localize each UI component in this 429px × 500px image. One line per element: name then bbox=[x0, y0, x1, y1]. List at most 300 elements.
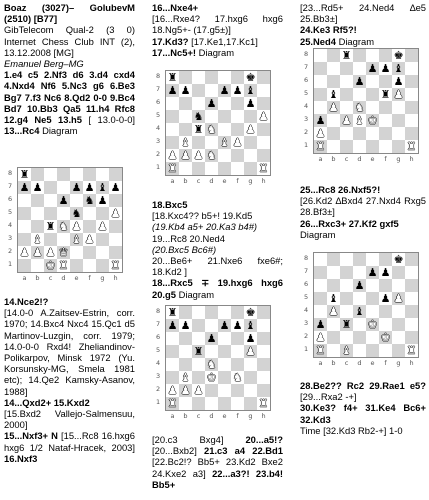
board-square bbox=[18, 207, 31, 220]
board-square bbox=[392, 318, 405, 331]
board-square bbox=[392, 140, 405, 153]
white-piece-icon: ♟ bbox=[393, 292, 404, 305]
board-square bbox=[192, 397, 205, 410]
diagram-label: Diagram bbox=[338, 35, 375, 47]
board-square bbox=[166, 97, 179, 110]
file-label: g bbox=[248, 412, 253, 420]
black-piece-icon: ♝ bbox=[393, 62, 404, 75]
rank-label: 2 bbox=[156, 150, 161, 158]
board-square bbox=[366, 292, 379, 305]
board-square bbox=[327, 331, 340, 344]
board-square bbox=[205, 71, 218, 84]
rank-label: 5 bbox=[156, 111, 161, 119]
file-labels bbox=[314, 358, 418, 369]
annotation-block bbox=[152, 199, 283, 300]
black-piece-icon: ♝ bbox=[354, 305, 365, 318]
board-square bbox=[205, 306, 218, 319]
file-label: h bbox=[409, 155, 414, 163]
white-piece-icon: ♟ bbox=[97, 220, 108, 233]
board-square bbox=[353, 62, 366, 75]
rank-label: 3 bbox=[156, 372, 161, 380]
black-piece-icon: ♝ bbox=[328, 292, 339, 305]
move-text: 14.Nce2!? bbox=[4, 296, 49, 307]
board-square bbox=[340, 88, 353, 101]
board-square bbox=[218, 371, 231, 384]
board-square bbox=[366, 88, 379, 101]
rank-label: 4 bbox=[304, 102, 309, 110]
rank-label: 2 bbox=[304, 332, 309, 340]
file-label: f bbox=[88, 274, 91, 282]
white-piece-icon: ♜ bbox=[406, 140, 417, 153]
file-labels bbox=[18, 273, 122, 284]
board-square bbox=[179, 332, 192, 345]
game-annotator: Emanuel Berg–MG bbox=[4, 58, 84, 70]
board-square bbox=[244, 384, 257, 397]
board-square bbox=[314, 62, 327, 75]
rank-label: 8 bbox=[304, 254, 309, 262]
board-square bbox=[340, 62, 353, 75]
board-square bbox=[353, 253, 366, 266]
board-square bbox=[353, 49, 366, 62]
white-piece-icon: ♞ bbox=[206, 358, 217, 371]
board-square bbox=[244, 397, 257, 410]
board-square bbox=[83, 168, 96, 181]
board-square bbox=[314, 75, 327, 88]
board-square bbox=[192, 371, 205, 384]
rank-label: 4 bbox=[8, 221, 13, 229]
file-label: a bbox=[170, 412, 175, 420]
board-square bbox=[379, 279, 392, 292]
move-text: 13...Rc4 bbox=[4, 125, 40, 137]
board-square bbox=[218, 384, 231, 397]
board-square bbox=[379, 127, 392, 140]
board-square bbox=[379, 49, 392, 62]
board-square bbox=[405, 49, 418, 62]
board-square bbox=[231, 110, 244, 123]
board-square bbox=[244, 149, 257, 162]
board-square bbox=[353, 88, 366, 101]
board-square bbox=[218, 332, 231, 345]
black-piece-icon: ♟ bbox=[367, 62, 378, 75]
black-piece-icon: ♟ bbox=[167, 319, 178, 332]
board-square bbox=[257, 332, 270, 345]
board-square bbox=[257, 123, 270, 136]
game-event: GibTelecom Qual-2 (3 0) Internet Chess Club INT (2), 13.12.2008 [MG] bbox=[4, 24, 135, 58]
file-label: a bbox=[22, 274, 27, 282]
black-piece-icon: ♚ bbox=[393, 253, 404, 266]
file-label: f bbox=[384, 155, 387, 163]
move-text: 18...Rxc5 ∓ 19.hxg6 hxg6 20.g5 bbox=[152, 277, 283, 300]
board-square bbox=[57, 233, 70, 246]
board-square bbox=[83, 207, 96, 220]
board-square bbox=[44, 207, 57, 220]
black-piece-icon: ♚ bbox=[245, 71, 256, 84]
board-square bbox=[405, 101, 418, 114]
annotation-block bbox=[152, 434, 283, 490]
white-piece-icon: ♚ bbox=[45, 259, 56, 272]
board-square bbox=[166, 123, 179, 136]
board-square bbox=[244, 136, 257, 149]
rank-label: 3 bbox=[304, 319, 309, 327]
rank-label: 2 bbox=[156, 385, 161, 393]
board-square bbox=[179, 306, 192, 319]
board-square bbox=[166, 358, 179, 371]
rank-label: 7 bbox=[304, 267, 309, 275]
file-label: e bbox=[74, 274, 79, 282]
board-square bbox=[192, 97, 205, 110]
game-players: Boaz (3027)– GolubevM (2510) [B77] bbox=[4, 2, 135, 25]
board-square bbox=[366, 127, 379, 140]
rank-label: 3 bbox=[8, 234, 13, 242]
board-square bbox=[31, 168, 44, 181]
variation: 20...Be6+ 21.Nxe6 fxe6#; 18.Kd2 ] bbox=[152, 255, 283, 278]
rank-label: 1 bbox=[304, 141, 309, 149]
black-piece-icon: ♟ bbox=[245, 332, 256, 345]
white-piece-icon: ♟ bbox=[167, 149, 178, 162]
annotation-block bbox=[300, 184, 426, 240]
rank-label: 6 bbox=[156, 98, 161, 106]
board-square bbox=[405, 292, 418, 305]
board-square bbox=[109, 220, 122, 233]
black-piece-icon: ♝ bbox=[97, 181, 108, 194]
board-square bbox=[57, 168, 70, 181]
board-square bbox=[340, 101, 353, 114]
variation: [20...Bxb2] bbox=[152, 445, 197, 457]
board-square bbox=[205, 84, 218, 97]
board-square bbox=[366, 344, 379, 357]
black-piece-icon: ♟ bbox=[180, 319, 191, 332]
black-piece-icon: ♟ bbox=[71, 181, 82, 194]
file-label: d bbox=[357, 155, 362, 163]
board-square bbox=[218, 162, 231, 175]
black-piece-icon: ♟ bbox=[180, 84, 191, 97]
board-square bbox=[405, 318, 418, 331]
board-square bbox=[166, 371, 179, 384]
board-square bbox=[70, 168, 83, 181]
board-square bbox=[192, 332, 205, 345]
rank-label: 8 bbox=[8, 169, 13, 177]
file-label: c bbox=[48, 274, 53, 282]
rank-label: 5 bbox=[8, 208, 13, 216]
board-square bbox=[327, 114, 340, 127]
black-piece-icon: ♜ bbox=[167, 306, 178, 319]
diagram-label: Diagram bbox=[198, 46, 235, 58]
white-piece-icon: ♟ bbox=[167, 384, 178, 397]
board-square bbox=[327, 253, 340, 266]
chess-board bbox=[313, 48, 419, 154]
white-piece-icon: ♝ bbox=[180, 136, 191, 149]
black-piece-icon: ♟ bbox=[219, 84, 230, 97]
board-square bbox=[405, 88, 418, 101]
board-square bbox=[231, 384, 244, 397]
file-label: c bbox=[196, 177, 201, 185]
board-square bbox=[205, 345, 218, 358]
white-piece-icon: ♞ bbox=[206, 149, 217, 162]
black-piece-icon: ♚ bbox=[393, 49, 404, 62]
board-square bbox=[166, 136, 179, 149]
board-square bbox=[314, 253, 327, 266]
move-text: 17...Nc5+! bbox=[152, 46, 197, 58]
rank-label: 1 bbox=[8, 260, 13, 268]
board-square bbox=[392, 279, 405, 292]
board-square bbox=[353, 127, 366, 140]
file-label: g bbox=[396, 359, 401, 367]
white-piece-icon: ♟ bbox=[315, 331, 326, 344]
rank-label: 7 bbox=[156, 85, 161, 93]
board-square bbox=[340, 140, 353, 153]
board-square bbox=[314, 101, 327, 114]
file-label: h bbox=[261, 412, 266, 420]
white-piece-icon: ♟ bbox=[84, 233, 95, 246]
white-piece-icon: ♜ bbox=[110, 259, 121, 272]
chess-board bbox=[165, 70, 271, 176]
white-piece-icon: ♜ bbox=[315, 344, 326, 357]
board-square bbox=[327, 279, 340, 292]
board-square bbox=[83, 220, 96, 233]
board-square bbox=[179, 345, 192, 358]
black-piece-icon: ♟ bbox=[315, 318, 326, 331]
variation: [23...Rd5+ 24.Ned4 ∆e5 25.Bb3±] bbox=[300, 2, 426, 25]
white-piece-icon: ♟ bbox=[71, 220, 82, 233]
rank-labels bbox=[304, 48, 311, 152]
file-label: g bbox=[396, 155, 401, 163]
white-piece-icon: ♜ bbox=[315, 140, 326, 153]
black-piece-icon: ♟ bbox=[219, 319, 230, 332]
variation: [29...Rxa2 -+] bbox=[300, 391, 357, 403]
board-square bbox=[70, 246, 83, 259]
rank-label: 8 bbox=[156, 307, 161, 315]
board-square bbox=[179, 97, 192, 110]
board-square bbox=[314, 266, 327, 279]
board-square bbox=[96, 259, 109, 272]
black-piece-icon: ♜ bbox=[193, 123, 204, 136]
white-piece-icon: ♜ bbox=[258, 397, 269, 410]
board-square bbox=[231, 345, 244, 358]
white-piece-icon: ♜ bbox=[406, 344, 417, 357]
board-square bbox=[327, 344, 340, 357]
file-labels bbox=[166, 411, 270, 422]
board-square bbox=[31, 220, 44, 233]
white-piece-icon: ♞ bbox=[206, 123, 217, 136]
white-piece-icon: ♞ bbox=[58, 220, 69, 233]
variation: (19.Kb4 a5+ 20.Ka3 b4#) bbox=[152, 221, 258, 233]
rank-label: 6 bbox=[304, 280, 309, 288]
black-piece-icon: ♟ bbox=[315, 114, 326, 127]
white-piece-icon: ♝ bbox=[32, 233, 43, 246]
move-text: 17.Kd3? bbox=[152, 35, 189, 47]
file-label: b bbox=[331, 359, 336, 367]
black-piece-icon: ♟ bbox=[32, 181, 43, 194]
board-square bbox=[244, 358, 257, 371]
board-square bbox=[353, 140, 366, 153]
black-piece-icon: ♞ bbox=[193, 110, 204, 123]
white-piece-icon: ♟ bbox=[32, 246, 43, 259]
game-result: Time [32.Kd3 Rb2-+] 1-0 bbox=[300, 424, 403, 436]
black-piece-icon: ♟ bbox=[354, 75, 365, 88]
black-piece-icon: ♟ bbox=[206, 332, 217, 345]
board-square bbox=[257, 149, 270, 162]
board-square bbox=[96, 207, 109, 220]
black-piece-icon: ♟ bbox=[206, 97, 217, 110]
board-square bbox=[31, 194, 44, 207]
board-square bbox=[205, 384, 218, 397]
move-text: 16...Nxe4+ bbox=[152, 2, 199, 13]
rank-label: 1 bbox=[304, 345, 309, 353]
black-piece-icon: ♝ bbox=[328, 88, 339, 101]
black-piece-icon: ♟ bbox=[232, 84, 243, 97]
board-square bbox=[340, 305, 353, 318]
board-square bbox=[166, 332, 179, 345]
board-square bbox=[31, 207, 44, 220]
white-piece-icon: ♜ bbox=[167, 397, 178, 410]
black-piece-icon: ♜ bbox=[45, 220, 56, 233]
rank-label: 5 bbox=[304, 89, 309, 97]
board-square bbox=[44, 194, 57, 207]
chess-board bbox=[165, 305, 271, 411]
black-piece-icon: ♟ bbox=[380, 62, 391, 75]
annotation-block bbox=[300, 2, 426, 47]
board-square bbox=[405, 305, 418, 318]
white-piece-icon: ♟ bbox=[193, 149, 204, 162]
rank-label: 8 bbox=[304, 50, 309, 58]
white-piece-icon: ♟ bbox=[193, 384, 204, 397]
board-square bbox=[231, 149, 244, 162]
file-label: e bbox=[222, 177, 227, 185]
black-piece-icon: ♜ bbox=[167, 71, 178, 84]
move-text: 30.Ke3? f4+ 31.Ke4 Bc6+ 32.Kd3 bbox=[300, 402, 426, 425]
chess-board bbox=[17, 167, 123, 273]
file-label: h bbox=[113, 274, 118, 282]
board-square bbox=[205, 319, 218, 332]
board-square bbox=[96, 246, 109, 259]
file-label: f bbox=[236, 177, 239, 185]
board-square bbox=[257, 358, 270, 371]
board-square bbox=[218, 345, 231, 358]
board-square bbox=[192, 358, 205, 371]
board-square bbox=[192, 162, 205, 175]
board-square bbox=[192, 71, 205, 84]
move-text: 26...Rxc3+ 27.Kf2 gxf5 bbox=[300, 217, 399, 229]
file-label: h bbox=[409, 359, 414, 367]
rank-label: 3 bbox=[304, 115, 309, 123]
rank-label: 5 bbox=[304, 293, 309, 301]
board-square bbox=[392, 305, 405, 318]
rank-label: 4 bbox=[156, 359, 161, 367]
white-piece-icon: ♟ bbox=[328, 305, 339, 318]
board-square bbox=[405, 127, 418, 140]
board-square bbox=[392, 344, 405, 357]
move-text: 14...Qxd2+ 15.Kxd2 bbox=[4, 396, 90, 408]
variation: 19...Rc8 20.Ned4 bbox=[152, 232, 225, 244]
board-square bbox=[327, 62, 340, 75]
board-square bbox=[405, 62, 418, 75]
black-piece-icon: ♜ bbox=[380, 88, 391, 101]
board-square bbox=[257, 306, 270, 319]
board-square bbox=[340, 292, 353, 305]
rank-label: 7 bbox=[304, 63, 309, 71]
black-piece-icon: ♜ bbox=[341, 49, 352, 62]
board-square bbox=[379, 344, 392, 357]
board-square bbox=[366, 75, 379, 88]
diagram-label: Diagram bbox=[300, 228, 336, 240]
board-square bbox=[70, 194, 83, 207]
board-square bbox=[231, 358, 244, 371]
board-square bbox=[353, 318, 366, 331]
board-square bbox=[405, 114, 418, 127]
board-square bbox=[405, 253, 418, 266]
white-piece-icon: ♟ bbox=[245, 123, 256, 136]
board-square bbox=[218, 358, 231, 371]
board-square bbox=[340, 75, 353, 88]
file-label: d bbox=[357, 359, 362, 367]
white-piece-icon: ♜ bbox=[258, 162, 269, 175]
white-piece-icon: ♟ bbox=[315, 127, 326, 140]
file-label: e bbox=[222, 412, 227, 420]
move-text: 21.c3 a4 22.Bd1 bbox=[204, 445, 284, 457]
rank-label: 4 bbox=[156, 124, 161, 132]
board-square bbox=[366, 253, 379, 266]
file-label: g bbox=[100, 274, 105, 282]
board-square bbox=[179, 71, 192, 84]
board-square bbox=[314, 88, 327, 101]
move-text: 28.Be2?? Rc2 29.Rae1 e5? bbox=[300, 380, 426, 391]
board-square bbox=[166, 345, 179, 358]
white-piece-icon: ♝ bbox=[219, 136, 230, 149]
board-square bbox=[366, 49, 379, 62]
white-piece-icon: ♝ bbox=[341, 344, 352, 357]
rank-label: 7 bbox=[8, 182, 13, 190]
rank-label: 3 bbox=[156, 137, 161, 145]
board-square bbox=[405, 279, 418, 292]
file-label: e bbox=[370, 359, 375, 367]
board-square bbox=[83, 246, 96, 259]
board-square bbox=[231, 162, 244, 175]
board-square bbox=[244, 162, 257, 175]
black-piece-icon: ♟ bbox=[393, 75, 404, 88]
board-square bbox=[109, 246, 122, 259]
board-square bbox=[327, 266, 340, 279]
white-piece-icon: ♜ bbox=[58, 259, 69, 272]
board-square bbox=[244, 110, 257, 123]
file-labels bbox=[166, 176, 270, 187]
variation: [15...Rc8 16.hxg6 hxg6 1/2 Nataf-Hracek, 2003] bbox=[4, 430, 135, 453]
white-piece-icon: ♟ bbox=[245, 345, 256, 358]
black-piece-icon: ♝ bbox=[245, 319, 256, 332]
board-square bbox=[405, 75, 418, 88]
white-piece-icon: ♟ bbox=[328, 101, 339, 114]
move-text: 24.Ke3 Rf5?! bbox=[300, 24, 357, 36]
board-square bbox=[179, 397, 192, 410]
board-square bbox=[314, 279, 327, 292]
board-square bbox=[205, 397, 218, 410]
file-label: c bbox=[344, 155, 349, 163]
white-piece-icon: ♚ bbox=[380, 331, 391, 344]
board-square bbox=[353, 266, 366, 279]
variation: [14.0-0 A.Zaitsev-Estrin, corr. 1970; 14.Bxc4 Nxc4 15.Qc1 d5 Martinov-Luzgin, corr. 1979; 14.0-0-0 Rxd4! Zheliandinov-Polikarpov, Minsk 1972 (Yu. Korsunsky-MG, Smela 1981 etc); 14.Qe2 Kamsky-Asanov, 1988] bbox=[4, 307, 135, 397]
board-square bbox=[83, 259, 96, 272]
black-piece-icon: ♟ bbox=[84, 181, 95, 194]
white-piece-icon: ♟ bbox=[45, 246, 56, 259]
variation: [15.Bxd2 Vallejo-Salmensuu, 2000] bbox=[4, 408, 135, 431]
move-text: 25.Ned4 bbox=[300, 35, 336, 47]
board-square bbox=[44, 181, 57, 194]
board-square bbox=[379, 253, 392, 266]
file-label: e bbox=[370, 155, 375, 163]
board-square bbox=[231, 306, 244, 319]
rank-label: 8 bbox=[156, 72, 161, 80]
rank-labels bbox=[156, 70, 163, 174]
board-square bbox=[405, 266, 418, 279]
